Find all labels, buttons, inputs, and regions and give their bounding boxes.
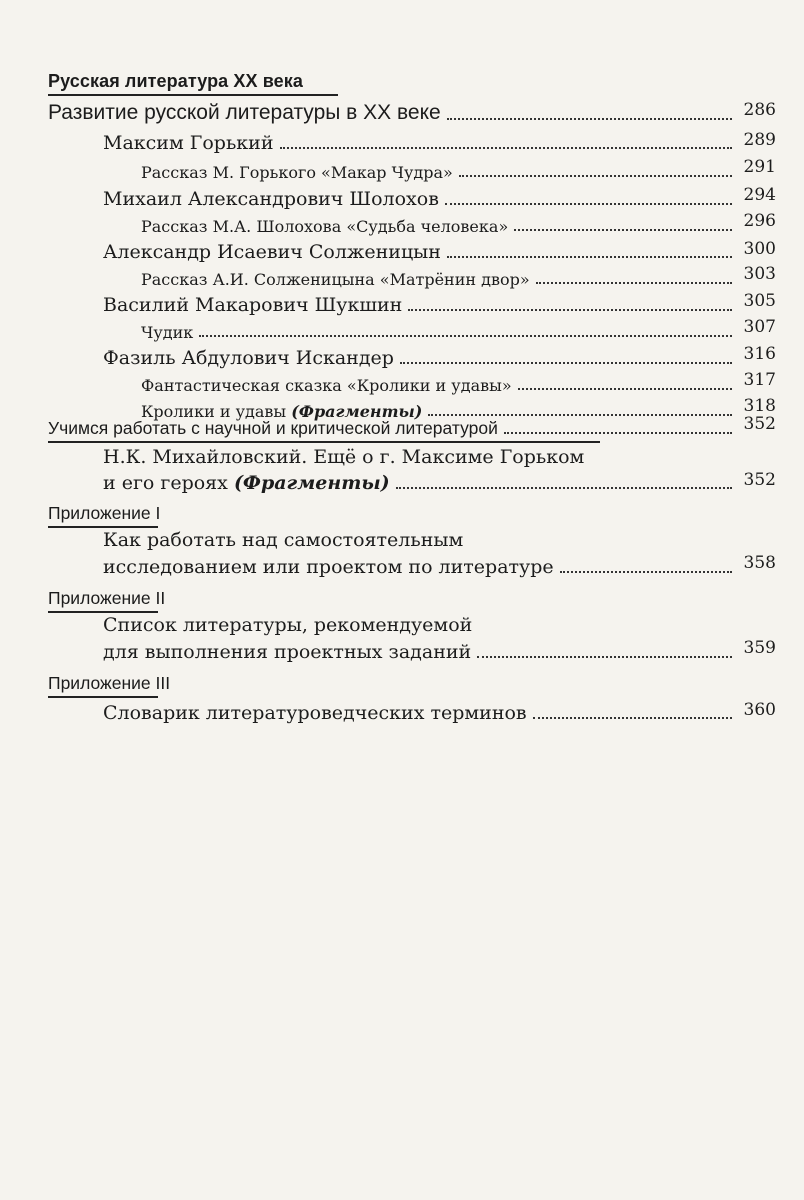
dot-leader	[533, 717, 732, 719]
dot-leader	[447, 118, 732, 120]
entry-title: Фантастическая сказка «Кролики и удавы»	[141, 376, 512, 395]
entry-title: исследованием или проектом по литературе	[103, 556, 554, 578]
page-number: 303	[743, 264, 776, 284]
page-number: 318	[743, 396, 776, 416]
toc-entry-line2[interactable]	[103, 548, 738, 578]
entry-title: Словарик литературоведческих терминов	[103, 702, 527, 724]
dot-leader	[447, 256, 732, 258]
dot-leader	[504, 432, 732, 434]
page-number: 305	[743, 291, 776, 311]
dot-leader	[408, 309, 732, 311]
dot-leader	[536, 282, 732, 284]
page-number: 307	[743, 317, 776, 337]
entry-title: Рассказ М.А. Шолохова «Судьба человека»	[141, 217, 509, 236]
entry-title: Развитие русской литературы в XX веке	[48, 101, 441, 124]
section-heading: Приложение I	[48, 503, 161, 523]
page-number: 316	[743, 344, 776, 364]
entry-title: для выполнения проектных заданий	[103, 641, 472, 663]
toc-entry[interactable]	[141, 312, 738, 342]
toc-entry[interactable]	[141, 259, 738, 289]
dot-leader	[477, 656, 732, 658]
dot-leader	[518, 388, 732, 390]
dot-leader	[199, 335, 732, 337]
section-heading: Приложение II	[48, 588, 166, 608]
toc-entry-line2[interactable]	[103, 464, 738, 494]
page-number: 317	[743, 370, 776, 390]
entry-title: Максим Горький	[103, 132, 274, 154]
entry-title: Рассказ А.И. Солженицына «Матрёнин двор»	[141, 270, 530, 289]
page-number: 289	[743, 130, 776, 150]
page-number: 300	[743, 239, 776, 259]
section-heading	[48, 409, 738, 439]
entry-title: Рассказ М. Горького «Макар Чудра»	[141, 163, 453, 182]
dot-leader	[459, 175, 732, 177]
entry-title: Чудик	[141, 323, 194, 342]
entry-note: (Фрагменты)	[291, 402, 423, 421]
section-heading: Приложение III	[48, 673, 171, 693]
toc-entry-line1[interactable]	[103, 521, 743, 551]
entry-title: Н.К. Михайловский. Ещё о г. Максиме Горьком	[103, 446, 585, 468]
dot-leader	[400, 362, 732, 364]
entry-title: Василий Макарович Шукшин	[103, 294, 403, 316]
toc-entry[interactable]	[103, 124, 738, 154]
page-number: 291	[743, 157, 776, 177]
entry-title: Фазиль Абдулович Искандер	[103, 347, 394, 369]
section-heading: Русская литература XX века	[48, 71, 303, 91]
page-number: 352	[743, 470, 776, 490]
toc-entry[interactable]	[103, 694, 738, 724]
entry-title: Кролики и удавы	[141, 402, 287, 421]
page-number: 286	[743, 100, 776, 120]
entry-title: Список литературы, рекомендуемой	[103, 614, 473, 636]
entry-title: Как работать над самостоятельным	[103, 529, 464, 551]
toc-entry[interactable]	[141, 152, 738, 182]
toc-entry[interactable]	[141, 206, 738, 236]
page-number: 352	[743, 414, 776, 434]
page-number: 358	[743, 553, 776, 573]
entry-title: и его героях	[103, 472, 228, 494]
toc-entry[interactable]	[48, 95, 738, 125]
dot-leader	[445, 203, 732, 205]
section-heading-text: Учимся работать с научной и критической литературой	[48, 418, 498, 438]
entry-title: Александр Исаевич Солженицын	[103, 241, 441, 263]
page-number: 294	[743, 185, 776, 205]
entry-note: (Фрагменты)	[233, 472, 390, 494]
entry-title: Михаил Александрович Шолохов	[103, 188, 439, 210]
dot-leader	[514, 229, 732, 231]
dot-leader	[560, 571, 732, 573]
page-number: 360	[743, 700, 776, 720]
page-number: 359	[743, 638, 776, 658]
dot-leader	[280, 147, 732, 149]
dot-leader	[396, 487, 732, 489]
toc-entry-line2[interactable]	[103, 633, 738, 663]
toc-entry-line1[interactable]	[103, 606, 743, 636]
page-number: 296	[743, 211, 776, 231]
